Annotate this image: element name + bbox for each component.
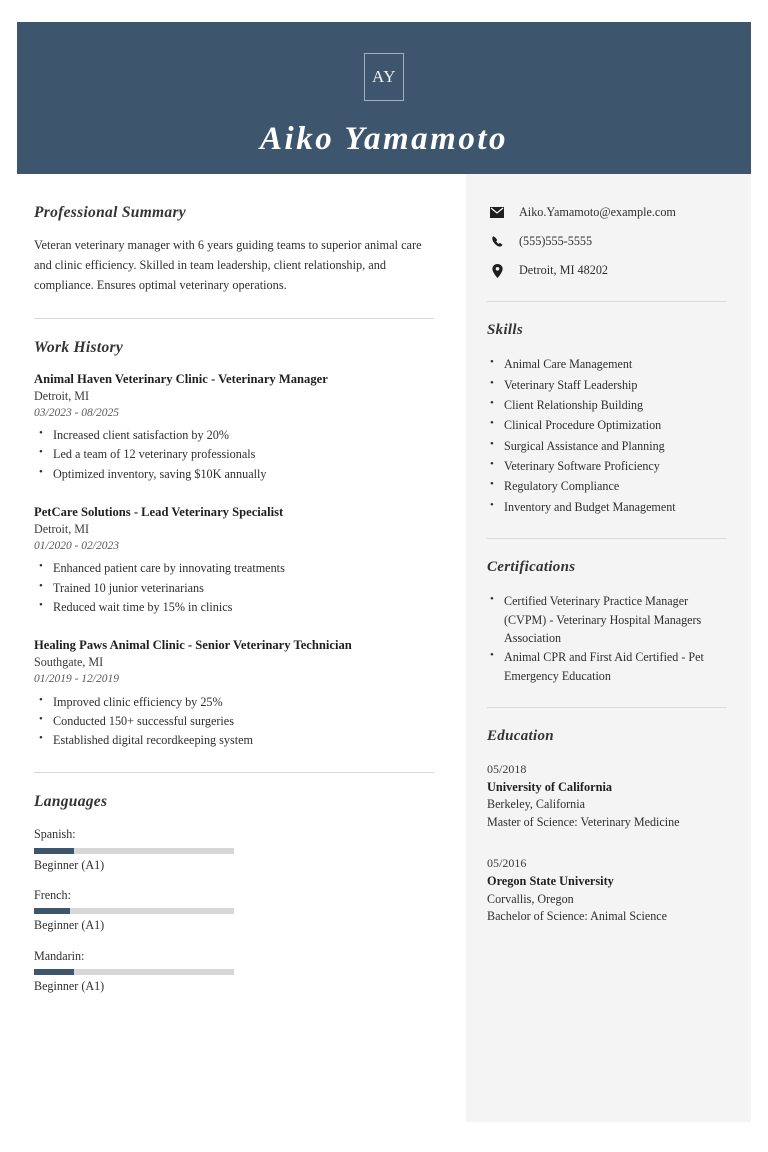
skill-item: • Veterinary Staff Leadership xyxy=(487,376,727,394)
contact-email[interactable]: Aiko.Yamamoto@example.com xyxy=(519,205,676,219)
certifications-list xyxy=(487,592,727,685)
language-proficiency-bar xyxy=(34,848,234,854)
section-work-history xyxy=(34,339,434,751)
work-bullet: • Established digital recordkeeping system xyxy=(34,731,434,750)
work-entry-bullets xyxy=(34,559,434,617)
language-item xyxy=(34,886,234,935)
language-proficiency-bar xyxy=(34,969,234,975)
language-level: Beginner (A1) xyxy=(34,918,105,933)
work-entry-location: Detroit, MI xyxy=(34,388,90,403)
section-title-languages: Languages xyxy=(34,793,108,811)
education-date: 05/2018 xyxy=(487,762,527,777)
work-bullet: • Improved clinic efficiency by 25% xyxy=(34,693,434,712)
certification-item: • Animal CPR and First Aid Certified - Pet Emergency Education xyxy=(487,648,727,685)
phone-icon xyxy=(487,235,507,248)
education-school: Oregon State University xyxy=(487,873,614,888)
certification-item: • Certified Veterinary Practice Manager (CVPM) - Veterinary Hospital Managers Association xyxy=(487,592,727,647)
skill-item: • Surgical Assistance and Planning xyxy=(487,437,727,455)
education-degree: Bachelor of Science: Animal Science xyxy=(487,909,667,924)
resume-header xyxy=(17,22,751,174)
language-item xyxy=(34,947,234,996)
skills-list xyxy=(487,355,727,516)
work-entry xyxy=(34,637,434,750)
divider-after-summary xyxy=(34,318,434,319)
location-pin-icon xyxy=(487,264,507,278)
section-professional-summary xyxy=(34,204,434,296)
language-proficiency-bar xyxy=(34,908,234,914)
language-item xyxy=(34,825,234,874)
skill-item: • Regulatory Compliance xyxy=(487,477,727,495)
work-entry-bullets xyxy=(34,693,434,751)
candidate-name: Aiko Yamamoto xyxy=(260,121,508,157)
work-entry-title: Healing Paws Animal Clinic - Senior Veterinary Technician xyxy=(34,638,352,653)
work-entry-dates: 01/2019 - 12/2019 xyxy=(34,673,119,686)
work-entry xyxy=(34,371,434,484)
contact-location: Detroit, MI 48202 xyxy=(519,263,609,278)
divider-after-contact xyxy=(487,301,727,302)
section-title-work-history: Work History xyxy=(34,338,124,356)
education-school: University of California xyxy=(487,779,613,794)
contact-row-email xyxy=(487,204,727,221)
work-entry-title: PetCare Solutions - Lead Veterinary Specialist xyxy=(34,504,284,519)
envelope-icon xyxy=(487,207,507,218)
section-title-summary: Professional Summary xyxy=(34,204,186,221)
education-entry xyxy=(487,761,727,831)
section-contact xyxy=(487,204,727,279)
language-proficiency-fill xyxy=(34,969,74,975)
work-entry-location: Southgate, MI xyxy=(34,655,104,670)
contact-row-location xyxy=(487,262,727,279)
skill-item: • Animal Care Management xyxy=(487,355,727,373)
language-name: Spanish: xyxy=(34,827,76,842)
education-location: Corvallis, Oregon xyxy=(487,891,574,906)
work-entry-dates: 01/2020 - 02/2023 xyxy=(34,540,119,553)
language-proficiency-fill xyxy=(34,908,70,914)
section-title-education: Education xyxy=(487,728,554,745)
section-education xyxy=(487,728,727,926)
contact-row-phone xyxy=(487,233,727,250)
language-name: French: xyxy=(34,888,71,903)
work-entry-dates: 03/2023 - 08/2025 xyxy=(34,406,119,419)
divider-after-certifications xyxy=(487,707,727,708)
education-date: 05/2016 xyxy=(487,856,527,871)
work-bullet: • Enhanced patient care by innovating treatments xyxy=(34,559,434,578)
work-bullet: • Conducted 150+ successful surgeries xyxy=(34,712,434,731)
work-bullet: • Led a team of 12 veterinary professionals xyxy=(34,445,434,464)
skill-item: • Veterinary Software Proficiency xyxy=(487,457,727,475)
work-bullet: • Trained 10 junior veterinarians xyxy=(34,579,434,598)
section-title-skills: Skills xyxy=(487,322,523,339)
work-bullet: • Reduced wait time by 15% in clinics xyxy=(34,598,434,617)
language-level: Beginner (A1) xyxy=(34,857,105,872)
divider-after-skills xyxy=(487,538,727,539)
skill-item: • Clinical Procedure Optimization xyxy=(487,416,727,434)
divider-after-work-history xyxy=(34,772,434,773)
main-column xyxy=(17,174,466,1122)
work-entry-title: Animal Haven Veterinary Clinic - Veterinary Manager xyxy=(34,371,328,386)
contact-phone[interactable]: (555)555-5555 xyxy=(519,234,593,249)
monogram-initials: AY xyxy=(372,67,396,86)
sidebar-column xyxy=(466,174,751,1122)
resume-body xyxy=(17,174,751,1122)
section-title-certifications: Certifications xyxy=(487,559,576,576)
section-skills xyxy=(487,322,727,516)
work-entry xyxy=(34,504,434,617)
work-bullet: • Increased client satisfaction by 20% xyxy=(34,426,434,445)
language-proficiency-fill xyxy=(34,848,74,854)
education-degree: Master of Science: Veterinary Medicine xyxy=(487,814,680,829)
section-certifications xyxy=(487,559,727,685)
work-entry-bullets xyxy=(34,426,434,484)
education-entry xyxy=(487,855,727,925)
monogram-badge xyxy=(364,53,404,101)
work-bullet: • Optimized inventory, saving $10K annually xyxy=(34,465,434,484)
language-name: Mandarin: xyxy=(34,948,85,963)
skill-item: • Inventory and Budget Management xyxy=(487,498,727,516)
summary-text: Veteran veterinary manager with 6 years guiding teams to superior animal care and clinic efficiency. Skilled in team leadership, client relationship, and compliance. Ensures optimal veterinary operations. xyxy=(34,238,422,292)
section-languages xyxy=(34,793,434,995)
education-location: Berkeley, California xyxy=(487,797,585,812)
language-level: Beginner (A1) xyxy=(34,978,105,993)
work-entry-location: Detroit, MI xyxy=(34,521,90,536)
skill-item: • Client Relationship Building xyxy=(487,396,727,414)
languages-grid xyxy=(34,825,434,995)
